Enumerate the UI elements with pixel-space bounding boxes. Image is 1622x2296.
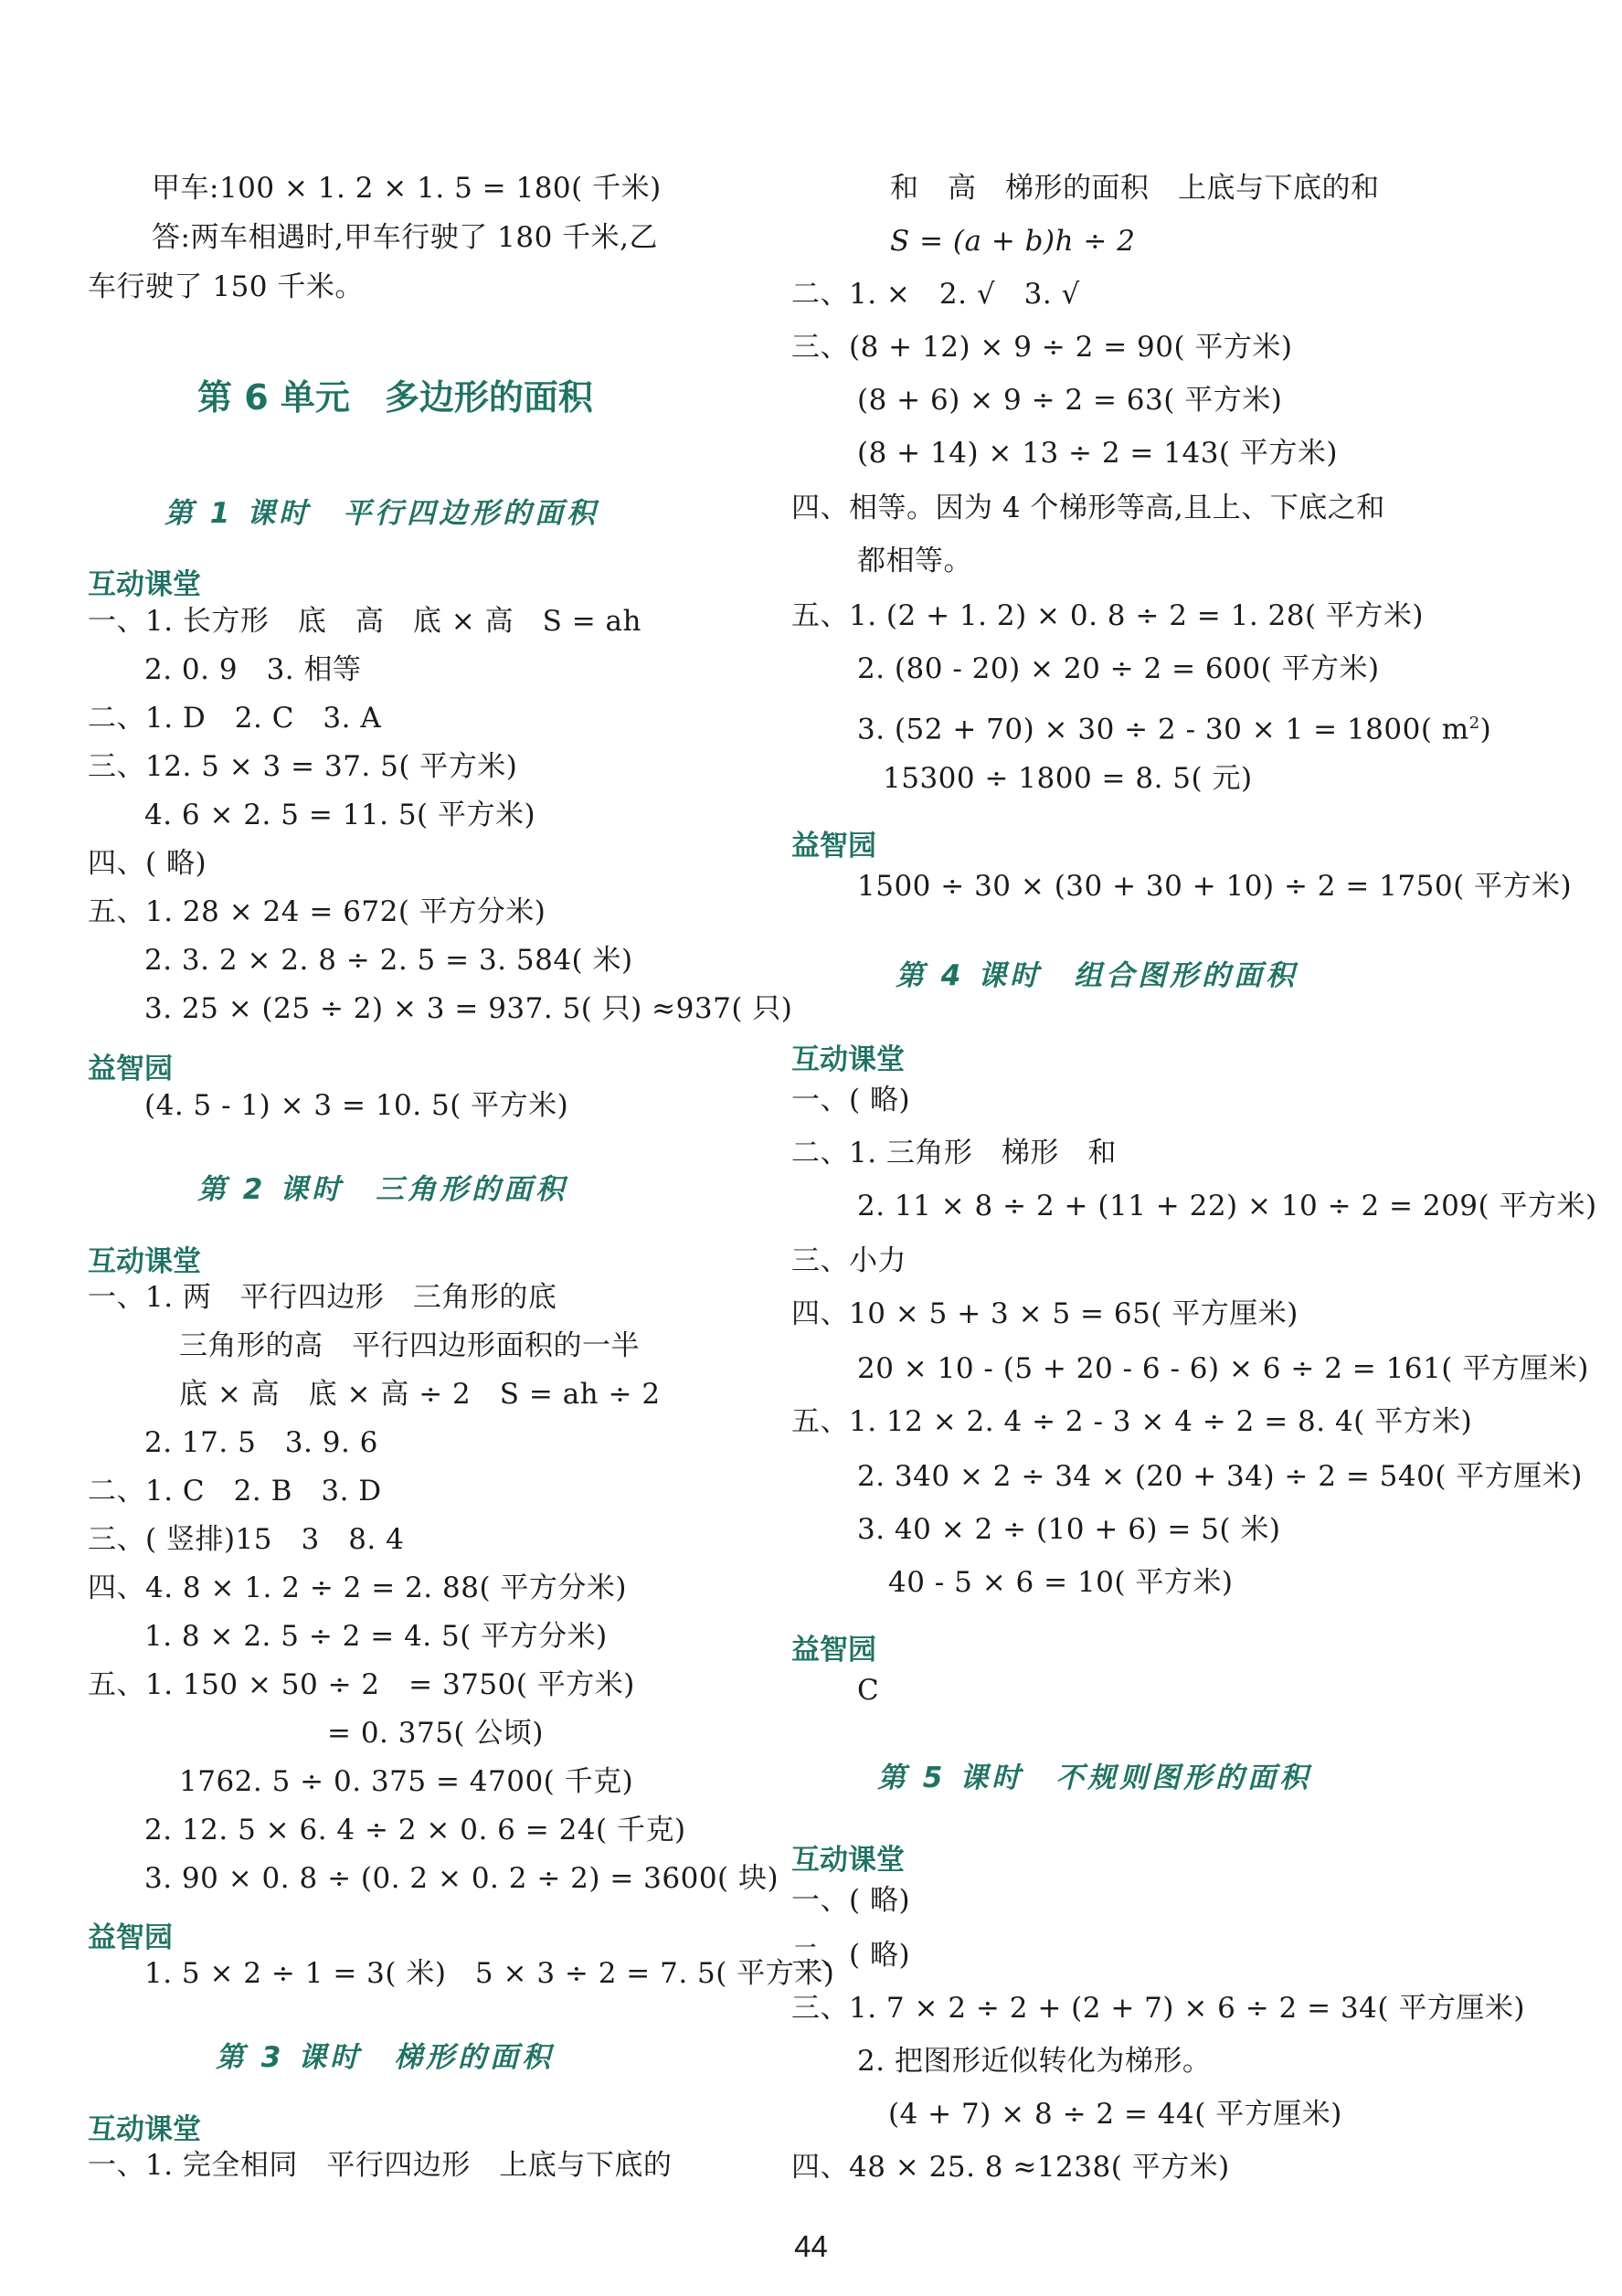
answer-line: 四、10 × 5 + 3 × 5 = 65( 平方厘米) (791, 1297, 1299, 1330)
answer-line: 三、12. 5 × 3 = 37. 5( 平方米) (88, 750, 518, 783)
answer-line: = 0. 375( 公顷) (327, 1717, 544, 1750)
answer-line: 三、1. 7 × 2 ÷ 2 + (2 + 7) × 6 ÷ 2 = 34( 平方厘米) (791, 1992, 1525, 2025)
superscript: 2 (1468, 714, 1480, 733)
answer-line: 3. 40 × 2 ÷ (10 + 6) = 5( 米) (857, 1513, 1281, 1546)
answer-line: 车行驶了 150 千米。 (88, 270, 364, 303)
answer-line: (4 + 7) × 8 ÷ 2 = 44( 平方厘米) (888, 2098, 1342, 2131)
answer-line: 一、1. 两 平行四边形 三角形的底 (88, 1281, 557, 1314)
answer-line: 2. 17. 5 3. 9. 6 (144, 1426, 378, 1459)
section-heading: 互动课堂 (791, 1844, 905, 1877)
lesson-title: 第 2 课时 三角形的面积 (197, 1173, 568, 1206)
answer-line: 3. 25 × (25 ÷ 2) × 3 = 937. 5( 只) ≈937( 只) (144, 992, 793, 1025)
answer-line: 1. 8 × 2. 5 ÷ 2 = 4. 5( 平方分米) (144, 1620, 608, 1653)
answer-line: 二、1. C 2. B 3. D (88, 1475, 382, 1508)
answer-line: 15300 ÷ 1800 = 8. 5( 元) (883, 762, 1253, 795)
answer-line: 2. 340 × 2 ÷ 34 × (20 + 34) ÷ 2 = 540( 平方厘米) (857, 1460, 1583, 1493)
section-heading: 益智园 (791, 1634, 876, 1666)
answer-line: 三、( 竖排)15 3 8. 4 (88, 1523, 405, 1556)
section-heading: 互动课堂 (88, 1245, 201, 1278)
answer-line: 2. (80 - 20) × 20 ÷ 2 = 600( 平方米) (857, 652, 1380, 685)
answer-line: 四、48 × 25. 8 ≈1238( 平方米) (791, 2151, 1230, 2184)
answer-line (857, 705, 1491, 747)
answer-line: 都相等。 (857, 545, 972, 577)
answer-line: 2. 12. 5 × 6. 4 ÷ 2 × 0. 6 = 24( 千克) (144, 1814, 686, 1846)
answer-line: 4. 6 × 2. 5 = 11. 5( 平方米) (144, 799, 536, 831)
answer-line: 二、( 略) (791, 1939, 911, 1972)
lesson-title: 第 1 课时 平行四边形的面积 (164, 497, 599, 530)
unit-title: 第 6 单元 多边形的面积 (197, 377, 593, 418)
answer-line: 底 × 高 底 × 高 ÷ 2 S = ah ÷ 2 (179, 1378, 661, 1411)
answer-line: 一、( 略) (791, 1884, 911, 1917)
answer-line: 二、1. × 2. √ 3. √ (791, 278, 1080, 311)
answer-line: 3. 90 × 0. 8 ÷ (0. 2 × 0. 2 ÷ 2) = 3600( 块) (144, 1862, 779, 1895)
answer-line: 40 - 5 × 6 = 10( 平方米) (888, 1566, 1234, 1599)
lesson-title: 第 4 课时 组合图形的面积 (896, 959, 1299, 992)
answer-line: 三角形的高 平行四边形面积的一半 (179, 1329, 640, 1362)
answer-line: 五、1. 28 × 24 = 672( 平方分米) (88, 895, 546, 928)
answer-line: 和 高 梯形的面积 上底与下底的和 (890, 172, 1380, 205)
answer-line: 三、(8 + 12) × 9 ÷ 2 = 90( 平方米) (791, 331, 1293, 364)
answer-line: 五、1. (2 + 1. 2) × 0. 8 ÷ 2 = 1. 28( 平方米) (791, 599, 1425, 632)
answer-line: 三、小力 (791, 1244, 906, 1277)
section-heading: 益智园 (88, 1053, 173, 1085)
answer-line: (8 + 6) × 9 ÷ 2 = 63( 平方米) (857, 384, 1283, 417)
answer-line: 二、1. 三角形 梯形 和 (791, 1137, 1117, 1169)
section-heading: 互动课堂 (88, 568, 201, 601)
answer-line: 二、1. D 2. C 3. A (88, 702, 382, 735)
formula-line: S = (a + b)h ÷ 2 (890, 225, 1136, 258)
answer-line: 甲车:100 × 1. 2 × 1. 5 = 180( 千米) (152, 172, 662, 205)
answer-line: C (857, 1674, 880, 1707)
lesson-title: 第 3 课时 梯形的面积 (216, 2041, 555, 2074)
lesson-title: 第 5 课时 不规则图形的面积 (877, 1762, 1312, 1794)
answer-line: 一、1. 完全相同 平行四边形 上底与下底的 (88, 2149, 673, 2182)
answer-line: (4. 5 - 1) × 3 = 10. 5( 平方米) (144, 1089, 569, 1122)
answer-line: 2. 0. 9 3. 相等 (144, 653, 362, 686)
answer-line: (8 + 14) × 13 ÷ 2 = 143( 平方米) (857, 437, 1338, 470)
answer-line: 四、相等。因为 4 个梯形等高,且上、下底之和 (791, 492, 1385, 524)
answer-line: 1762. 5 ÷ 0. 375 = 4700( 千克) (179, 1765, 634, 1798)
answer-line: 2. 11 × 8 ÷ 2 + (11 + 22) × 10 ÷ 2 = 209( 平方米) (857, 1190, 1597, 1222)
page-number: 44 (794, 2229, 828, 2263)
answer-line: 2. 3. 2 × 2. 8 ÷ 2. 5 = 3. 584( 米) (144, 944, 633, 977)
answer-line: 四、4. 8 × 1. 2 ÷ 2 = 2. 88( 平方分米) (88, 1571, 627, 1604)
answer-line: 1. 5 × 2 ÷ 1 = 3( 米) 5 × 3 ÷ 2 = 7. 5( 平方米) (144, 1957, 835, 1990)
answer-line: 五、1. 150 × 50 ÷ 2 = 3750( 平方米) (88, 1668, 635, 1701)
section-heading: 益智园 (88, 1921, 173, 1954)
answer-line: 一、( 略) (791, 1084, 911, 1116)
answer-line: 答:两车相遇时,甲车行驶了 180 千米,乙 (152, 221, 659, 254)
section-heading: 益智园 (791, 830, 876, 862)
answer-line: 2. 把图形近似转化为梯形。 (857, 2045, 1212, 2078)
answer-line: 四、( 略) (88, 847, 207, 880)
section-heading: 互动课堂 (791, 1043, 905, 1076)
answer-text: 3. (52 + 70) × 30 ÷ 2 - 30 × 1 = 1800( m (857, 713, 1469, 746)
answer-line: 20 × 10 - (5 + 20 - 6 - 6) × 6 ÷ 2 = 161( 平方厘米) (857, 1352, 1589, 1385)
answer-line: 五、1. 12 × 2. 4 ÷ 2 - 3 × 4 ÷ 2 = 8. 4( 平方米) (791, 1405, 1473, 1438)
close-paren: ) (1479, 713, 1492, 746)
section-heading: 互动课堂 (88, 2113, 201, 2146)
answer-line: 一、1. 长方形 底 高 底 × 高 S = ah (88, 605, 641, 638)
answer-line: 1500 ÷ 30 × (30 + 30 + 10) ÷ 2 = 1750( 平方米) (857, 870, 1573, 903)
